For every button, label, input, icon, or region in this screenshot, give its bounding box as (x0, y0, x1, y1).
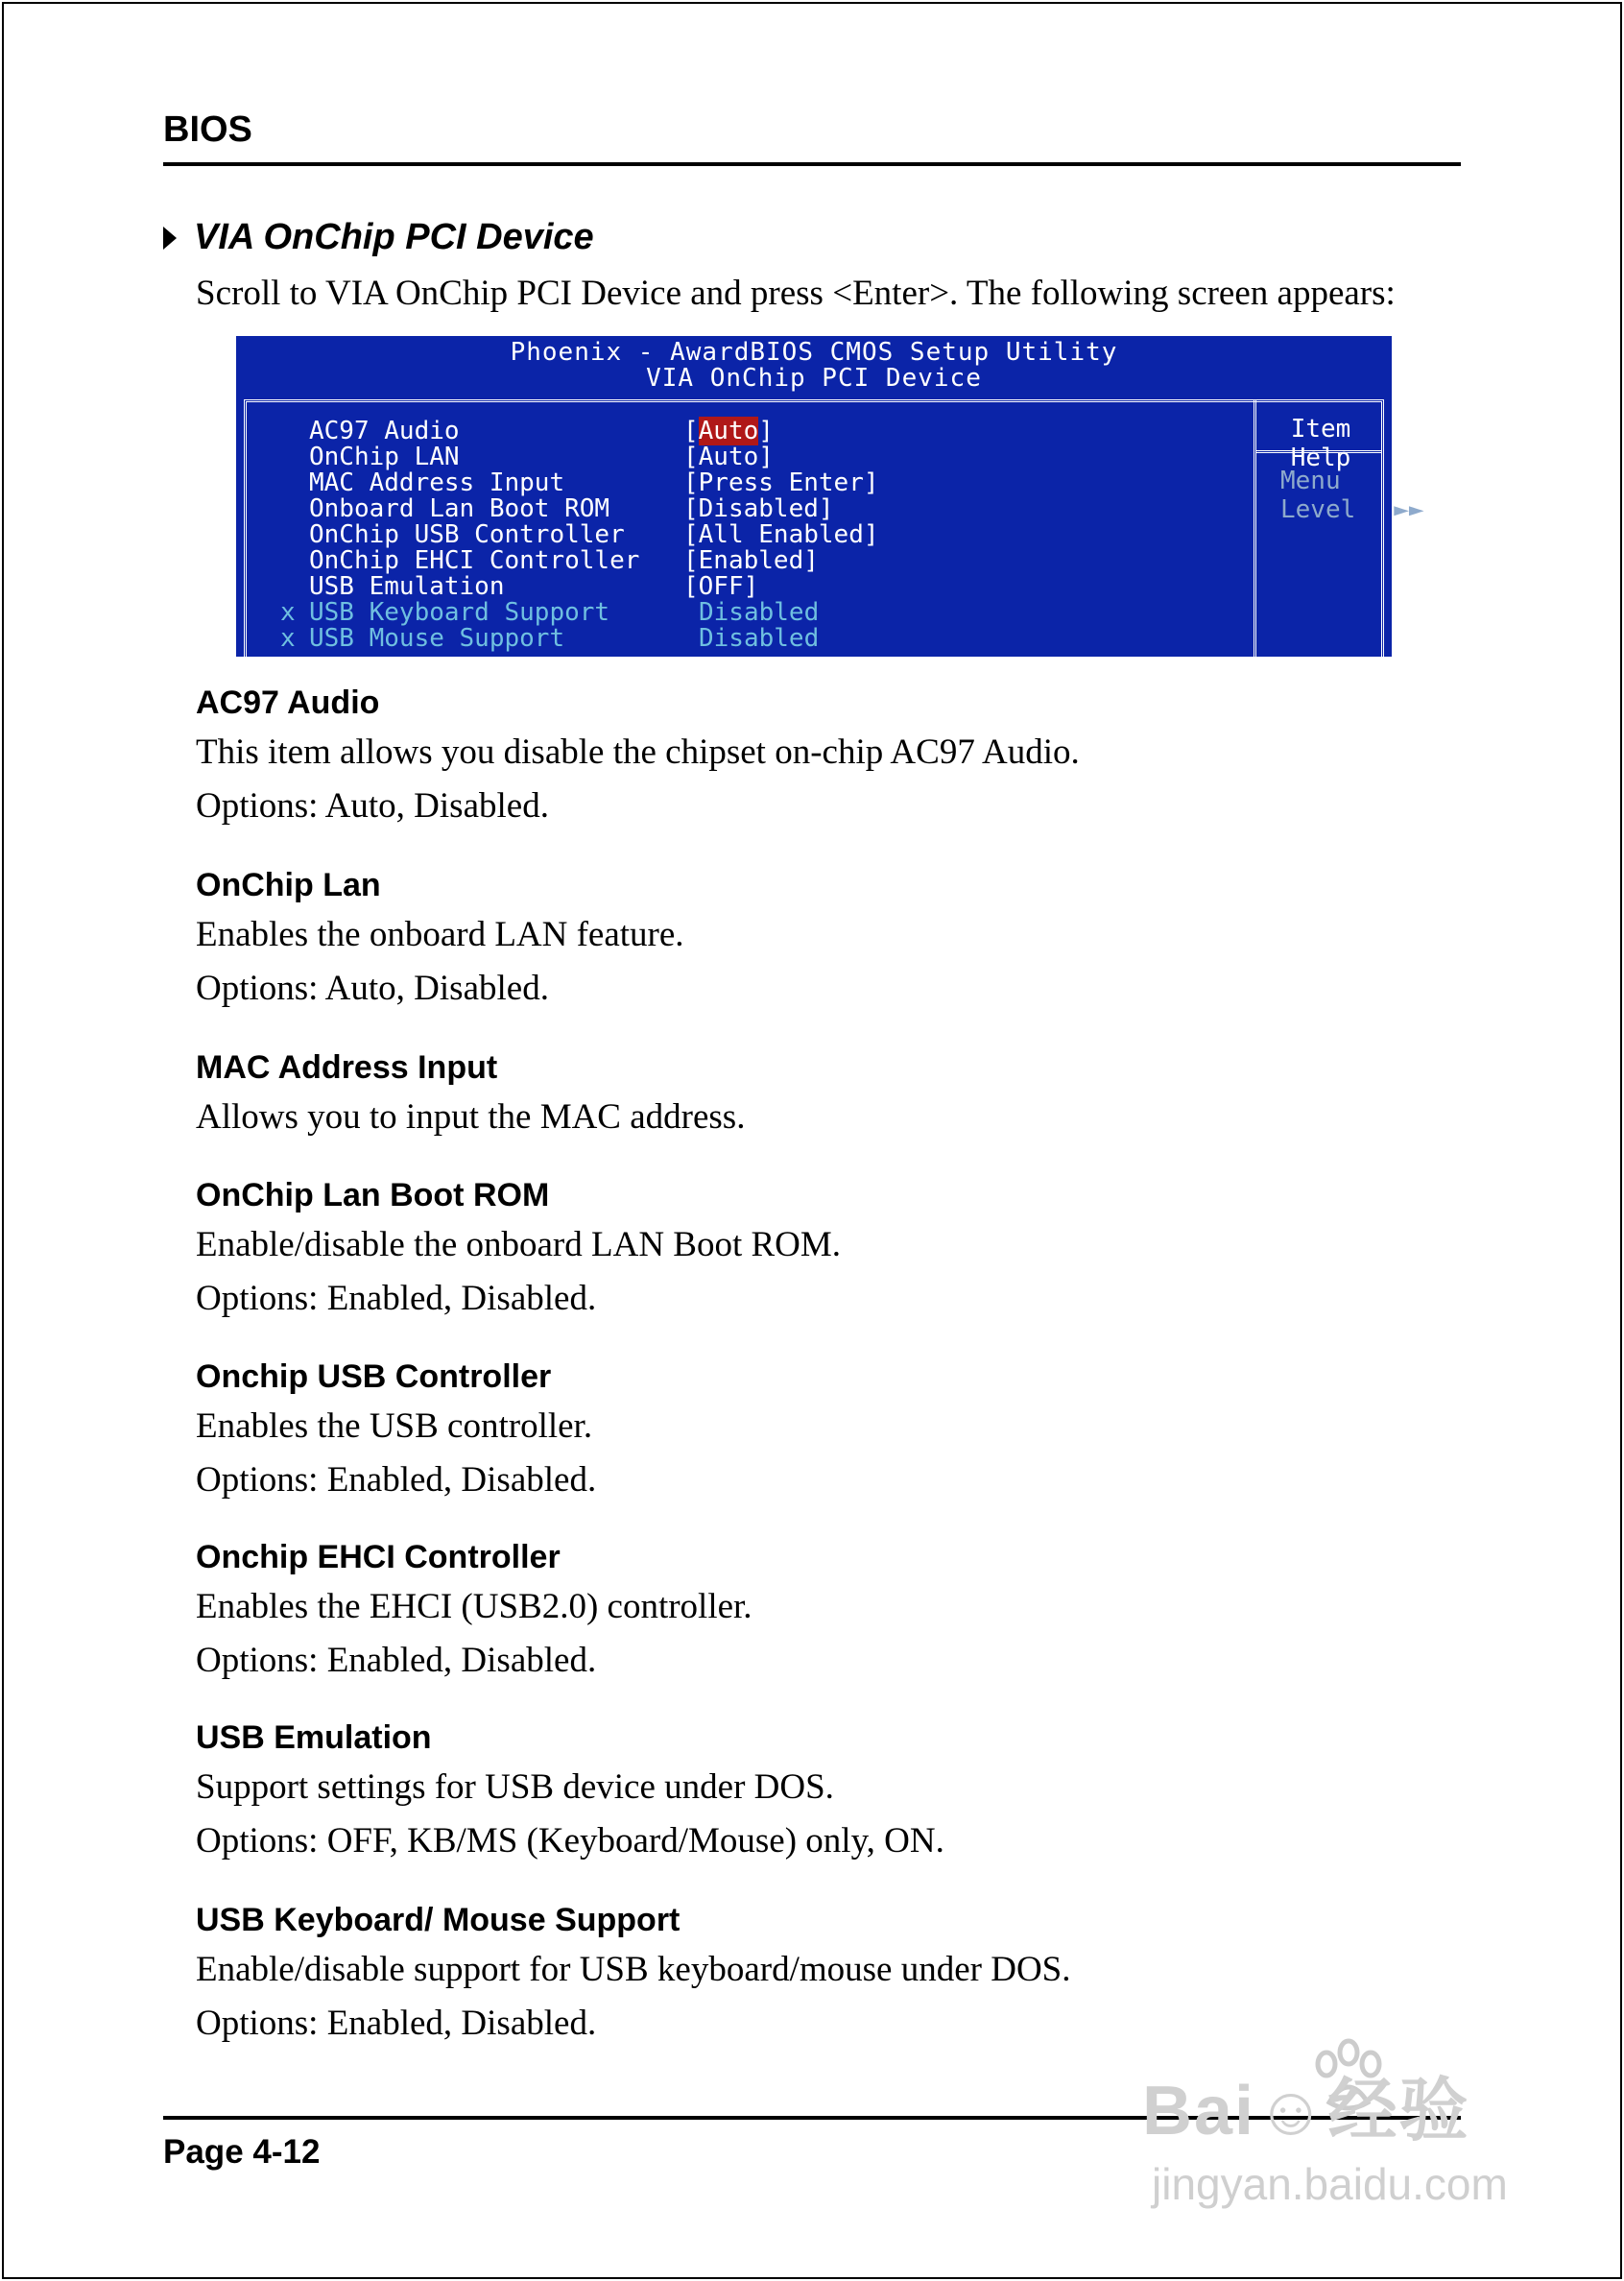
entry-text: Support settings for USB device under DOS. (196, 1767, 834, 1807)
bios-item-label: USB Mouse Support (309, 624, 565, 653)
entry-text: Options: Enabled, Disabled. (196, 1641, 597, 1680)
entry (196, 1172, 841, 1326)
bios-item-label: USB Keyboard Support (309, 598, 610, 627)
disabled-mark-icon: x (280, 624, 296, 653)
value-open-bracket: [ (683, 572, 699, 601)
entry-text: Enables the USB controller. (196, 1406, 593, 1446)
entry-title: USB Emulation (196, 1719, 432, 1756)
bullet-arrow-icon (163, 227, 177, 250)
value-open-bracket: [ (683, 520, 699, 549)
menu-level-label: Menu Level (1280, 467, 1356, 524)
entry-title: USB Keyboard/ Mouse Support (196, 1902, 681, 1938)
bios-item-label: MAC Address Input (309, 468, 565, 497)
entry (196, 1715, 944, 1868)
entry (196, 862, 684, 1016)
item-help-title: Item Help (1290, 415, 1351, 472)
bios-title-line2: VIA OnChip PCI Device (646, 364, 982, 393)
bios-item-label: USB Emulation (309, 572, 505, 601)
value-open-bracket: [ (683, 417, 699, 445)
value-open-bracket: [ (683, 443, 699, 471)
value-text: Enabled (698, 546, 804, 575)
value-close-bracket: ] (743, 572, 759, 601)
value-close-bracket: ] (863, 468, 879, 497)
entry (196, 1044, 745, 1144)
entry-text: Enables the EHCI (USB2.0) controller. (196, 1587, 752, 1626)
value-open-bracket: [ (683, 468, 699, 497)
value-close-bracket: ] (758, 417, 774, 445)
value-text: Disabled (699, 598, 820, 627)
header-rule (163, 162, 1461, 166)
entry (196, 1354, 596, 1507)
entry-title: MAC Address Input (196, 1049, 498, 1086)
disabled-mark-icon: x (280, 598, 296, 627)
value-close-bracket: ] (818, 494, 834, 523)
entry-text: Enable/disable support for USB keyboard/mouse under DOS. (196, 1950, 1071, 1989)
entry-title: OnChip Lan (196, 867, 381, 903)
entry-text: Options: Enabled, Disabled. (196, 1279, 597, 1318)
section-intro: Scroll to VIA OnChip PCI Device and press <Enter>. The following screen appears: (196, 274, 1396, 313)
watermark (1142, 2035, 1545, 2227)
value-close-bracket: ] (758, 443, 774, 471)
value-text: Auto (698, 417, 759, 445)
bios-item-value[interactable] (683, 548, 819, 574)
value-text: Disabled (699, 624, 820, 653)
value-text: Disabled (698, 494, 819, 523)
entry (196, 1897, 1071, 2051)
entry-title: OnChip Lan Boot ROM (196, 1177, 550, 1213)
value-open-bracket: [ (683, 546, 699, 575)
section-heading (163, 217, 594, 258)
entry-title: AC97 Audio (196, 684, 380, 721)
entry-text: Enables the onboard LAN feature. (196, 915, 684, 954)
bios-item-value[interactable] (683, 574, 758, 600)
entry-title: Onchip EHCI Controller (196, 1539, 561, 1575)
bios-item-value[interactable] (683, 470, 879, 496)
section-heading-text: VIA OnChip PCI Device (194, 217, 594, 257)
entry (196, 680, 1080, 833)
bios-title (236, 336, 1392, 392)
watermark-logo: Bai☺经验 (1142, 2073, 1470, 2149)
page-number: Page 4-12 (163, 2133, 321, 2171)
value-text: Press Enter (698, 468, 864, 497)
bios-item-value[interactable] (683, 522, 879, 548)
bios-item-label: OnChip LAN (309, 443, 460, 471)
bios-item-label: Onboard Lan Boot ROM (309, 494, 610, 523)
entry-text: Options: OFF, KB/MS (Keyboard/Mouse) only, ON. (196, 1821, 944, 1861)
watermark-url: jingyan.baidu.com (1152, 2159, 1508, 2209)
bios-item-value (699, 600, 819, 626)
value-close-bracket: ] (803, 546, 819, 575)
entry-title: Onchip USB Controller (196, 1358, 552, 1395)
bios-item-label: OnChip EHCI Controller (309, 546, 640, 575)
entry-text: Options: Enabled, Disabled. (196, 1460, 597, 1500)
bios-divider (1254, 399, 1256, 657)
bios-item-value[interactable] (683, 419, 774, 444)
value-close-bracket: ] (863, 520, 879, 549)
entry-text: Options: Auto, Disabled. (196, 786, 549, 826)
value-text: OFF (698, 572, 744, 601)
value-text: All Enabled (698, 520, 864, 549)
menu-level (1280, 467, 1424, 524)
entry-text: Options: Enabled, Disabled. (196, 2004, 597, 2043)
value-text: Auto (698, 443, 759, 471)
entry-text: This item allows you disable the chipset on-chip AC97 Audio. (196, 732, 1080, 772)
value-open-bracket: [ (683, 494, 699, 523)
header-title: BIOS (163, 109, 252, 150)
entry (196, 1534, 752, 1688)
bios-item-value[interactable] (683, 444, 774, 470)
bios-item-value (699, 626, 819, 652)
entry-text: Allows you to input the MAC address. (196, 1097, 746, 1137)
entry-text: Options: Auto, Disabled. (196, 969, 549, 1008)
entry-text: Enable/disable the onboard LAN Boot ROM. (196, 1225, 842, 1264)
bios-screenshot (236, 336, 1424, 657)
bios-item-label: AC97 Audio (309, 417, 460, 445)
bios-item-label: OnChip USB Controller (309, 520, 625, 549)
menu-level-arrows-icon: ►► (1394, 495, 1424, 524)
bios-title-line1: Phoenix - AwardBIOS CMOS Setup Utility (510, 338, 1118, 367)
bios-item-value[interactable] (683, 496, 834, 522)
